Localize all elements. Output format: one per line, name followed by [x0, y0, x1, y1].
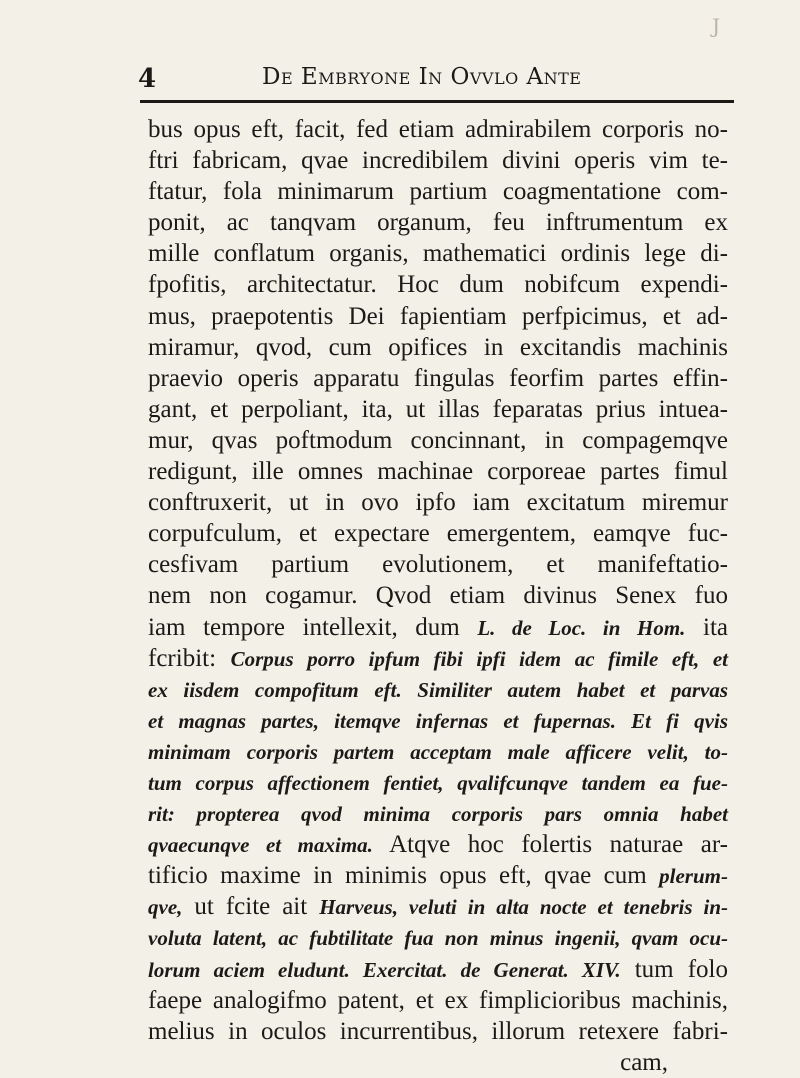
- text-segment: ftri fabricam, qvae incredibilem divini operis vim te-: [148, 147, 728, 175]
- text-segment: corpufculum, et expectare emergentem, eamqve fuc-: [148, 520, 728, 548]
- text-line: [148, 207, 728, 238]
- text-segment: tificio maxime in minimis opus eft, qvae cum: [148, 862, 660, 890]
- text-segment: melius in oculos incurrentibus, illorum retexere fabri-: [148, 1017, 728, 1045]
- text-line: [148, 860, 728, 891]
- text-line: [148, 332, 728, 363]
- text-line: [148, 425, 728, 456]
- text-segment: ftatur, fola minimarum partium coagmentatione com-: [148, 178, 728, 206]
- page-number: 4: [138, 64, 157, 94]
- running-title: De Embryone In Ovvlo Ante: [262, 64, 582, 90]
- italic-segment: Harveus, veluti in alta nocte et tenebris in-: [319, 895, 728, 920]
- page-header: [138, 64, 734, 100]
- text-line: [148, 612, 728, 643]
- text-line: [148, 549, 728, 580]
- text-line: [148, 269, 728, 300]
- text-line: [148, 767, 728, 798]
- text-segment: faepe analogifmo patent, et ex fimplicioribus machinis,: [148, 986, 728, 1014]
- text-segment: fcribit:: [148, 644, 231, 672]
- italic-segment: rit: propterea qvod minima corporis pars omnia habet: [148, 802, 728, 827]
- text-line: [148, 176, 728, 207]
- text-line: [148, 643, 728, 674]
- text-line: [148, 705, 728, 736]
- text-line: [148, 736, 728, 767]
- text-line: [148, 829, 728, 860]
- text-line: [148, 114, 728, 145]
- text-line: [148, 145, 728, 176]
- text-line: [148, 487, 728, 518]
- text-line: [148, 891, 728, 922]
- text-segment: tum folo: [620, 955, 728, 983]
- text-segment: mus, praepotentis Dei fapientiam perfpicimus, et ad-: [148, 302, 728, 330]
- text-segment: redigunt, ille omnes machinae corporeae partes fimul: [148, 458, 728, 486]
- italic-segment: L. de Loc. in Hom.: [477, 615, 686, 640]
- italic-segment: plerum-: [659, 864, 728, 889]
- italic-segment: voluta latent, ac fubtilitate fua non minus ingenii, qvam ocu-: [148, 926, 728, 951]
- text-segment: miramur, qvod, cum opifices in excitandis machinis: [148, 333, 728, 361]
- text-line: [148, 301, 728, 332]
- text-line: [148, 394, 728, 425]
- italic-segment: minimam corporis partem acceptam male afficere velit, to-: [148, 739, 728, 764]
- text-segment: ponit, ac tanqvam organum, feu inftrumentum ex: [148, 209, 728, 237]
- text-segment: praevio operis apparatu fingulas feorfim partes effin-: [148, 364, 728, 392]
- text-segment: nem non cogamur. Qvod etiam divinus Senex fuo: [148, 582, 728, 610]
- text-segment: conftruxerit, ut in ovo ipfo iam excitatum miremur: [148, 489, 728, 517]
- text-line: [148, 518, 728, 549]
- text-line: [148, 363, 728, 394]
- italic-segment: Corpus porro ipfum fibi ipfi idem ac fimile eft, et: [230, 646, 728, 671]
- text-line: [148, 238, 728, 269]
- text-segment: gant, et perpoliant, ita, ut illas feparatas prius intuea-: [148, 395, 728, 423]
- text-line: [148, 954, 728, 985]
- text-segment: mille conflatum organis, mathematici ordinis lege di-: [148, 240, 728, 268]
- italic-segment: lorum aciem eludunt. Exercitat. de Generat. XIV.: [148, 957, 621, 982]
- text-segment: ut fcite ait: [182, 893, 320, 921]
- italic-segment: et magnas partes, itemqve infernas et fupernas. Et fi qvis: [148, 708, 728, 733]
- text-segment: cam,: [620, 1048, 668, 1076]
- text-segment: fpofitis, architectatur. Hoc dum nobifcum expendi-: [148, 271, 728, 299]
- italic-segment: qve,: [148, 895, 183, 920]
- text-line: [148, 922, 728, 953]
- header-rule: [140, 100, 734, 103]
- text-line: [148, 580, 728, 611]
- corner-mark: J: [712, 14, 721, 38]
- text-line: [148, 985, 728, 1016]
- body-text: [148, 114, 728, 1078]
- text-segment: bus opus eft, facit, fed etiam admirabilem corporis no-: [148, 116, 728, 143]
- italic-segment: qvaecunqve et maxima.: [148, 833, 373, 858]
- text-line: [148, 456, 728, 487]
- text-segment: Atqve hoc folertis naturae ar-: [372, 831, 729, 859]
- italic-segment: tum corpus affectionem fentiet, qvalifcunqve tandem ea fue-: [148, 770, 728, 795]
- text-line: [148, 798, 728, 829]
- text-line: [148, 1016, 728, 1047]
- text-line: [148, 674, 728, 705]
- text-segment: iam tempore intellexit, dum: [148, 613, 478, 641]
- text-segment: mur, qvas poftmodum concinnant, in compagemqve: [148, 426, 728, 454]
- italic-segment: ex iisdem compofitum eft. Similiter autem habet et parvas: [148, 677, 728, 702]
- text-segment: ita: [685, 613, 728, 641]
- text-segment: cesfivam partium evolutionem, et manifeftatio-: [148, 551, 728, 579]
- text-line: [148, 1047, 728, 1078]
